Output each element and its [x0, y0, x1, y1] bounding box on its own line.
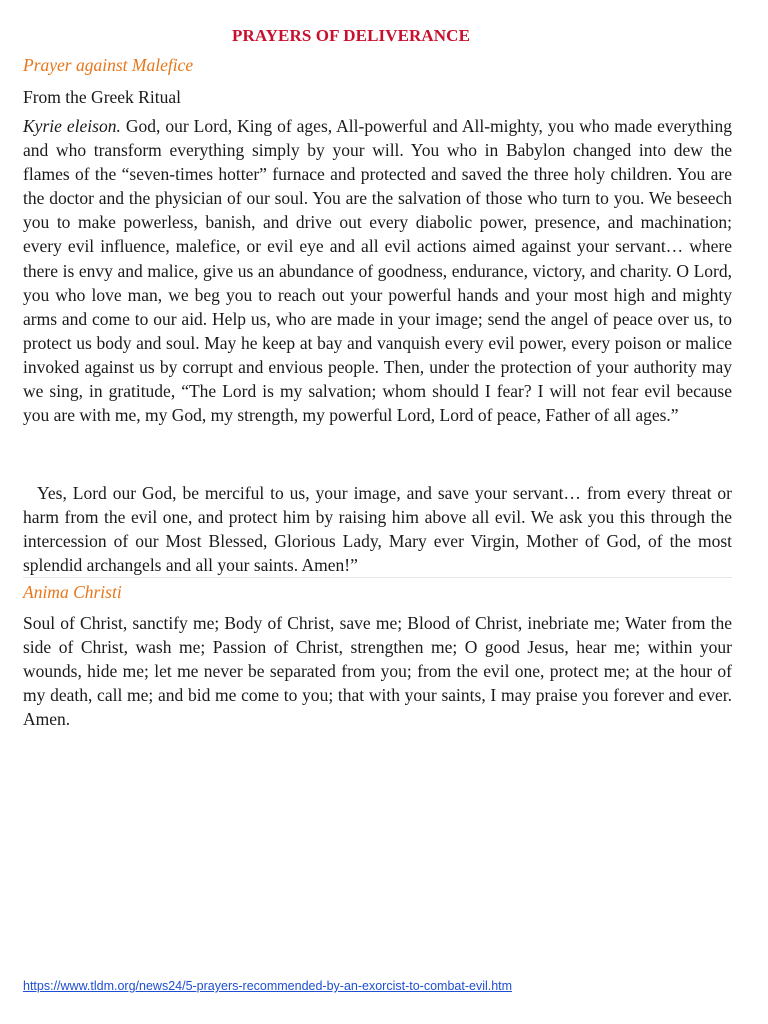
page-title: PRAYERS OF DELIVERANCE [231, 26, 471, 45]
prayer-paragraph-2: Yes, Lord our God, be merciful to us, your image, and save your servant… from every threat or harm from the evil one, and protect him by raising him above all evil. We ask you this through the intercession of our Most Blessed, Glorious Lady, Mary ever Virgin, Mother of God, of the most splendid archangels and all your saints. Amen!” [23, 483, 732, 576]
prayer-lead-phrase: Kyrie eleison. [23, 116, 121, 136]
section-subtitle: From the Greek Ritual [23, 87, 181, 107]
section-heading-anima-christi: Anima Christi [23, 582, 122, 602]
prayer-paragraph-1 [23, 114, 732, 427]
source-link[interactable]: https://www.tldm.org/news24/5-prayers-recommended-by-an-exorcist-to-combat-evil.htm [23, 979, 513, 993]
prayer-paragraph-1-text: God, our Lord, King of ages, All-powerful and All-mighty, you who made everything and who transform everything simply by your will. You who in Babylon changed into dew the flames of the “seven-times hotter” furnace and protected and saved the three holy children. You are the doctor and the physician of our soul. You are the salvation of those who turn to you. We beseech you to make powerless, banish, and drive out every diabolic power, presence, and machination; every evil influence, malefice, or evil eye and all evil actions aimed against your servant… where there is envy and malice, give us an abundance of goodness, endurance, victory, and charity. O Lord, you who love man, we beg you to reach out your powerful hands and your most high and mighty arms and come to our aid. Help us, who are made in your image; send the angel of peace over us, to protect us body and soul. May he keep at bay and vanquish every evil power, every poison or malice invoked against us by corrupt and envious people. Then, under the protection of your authority may we sing, in gratitude, “The Lord is my salvation; whom should I fear? I will not fear evil because you are with me, my God, my strength, my powerful Lord, Lord of peace, Father of all ages.” [23, 116, 732, 426]
anima-christi-paragraph: Soul of Christ, sanctify me; Body of Christ, save me; Blood of Christ, inebriate me; Water from the side of Christ, wash me; Passion of Christ, strengthen me; O good Jesus, hear me; within your wounds, hide me; let me never be separated from you; from the evil one, protect me; at the hour of my death, call me; and bid me come to you; that with your saints, I may praise you forever and ever. Amen. [23, 613, 732, 730]
section-divider [23, 577, 732, 578]
section-heading-malefice: Prayer against Malefice [23, 55, 194, 75]
